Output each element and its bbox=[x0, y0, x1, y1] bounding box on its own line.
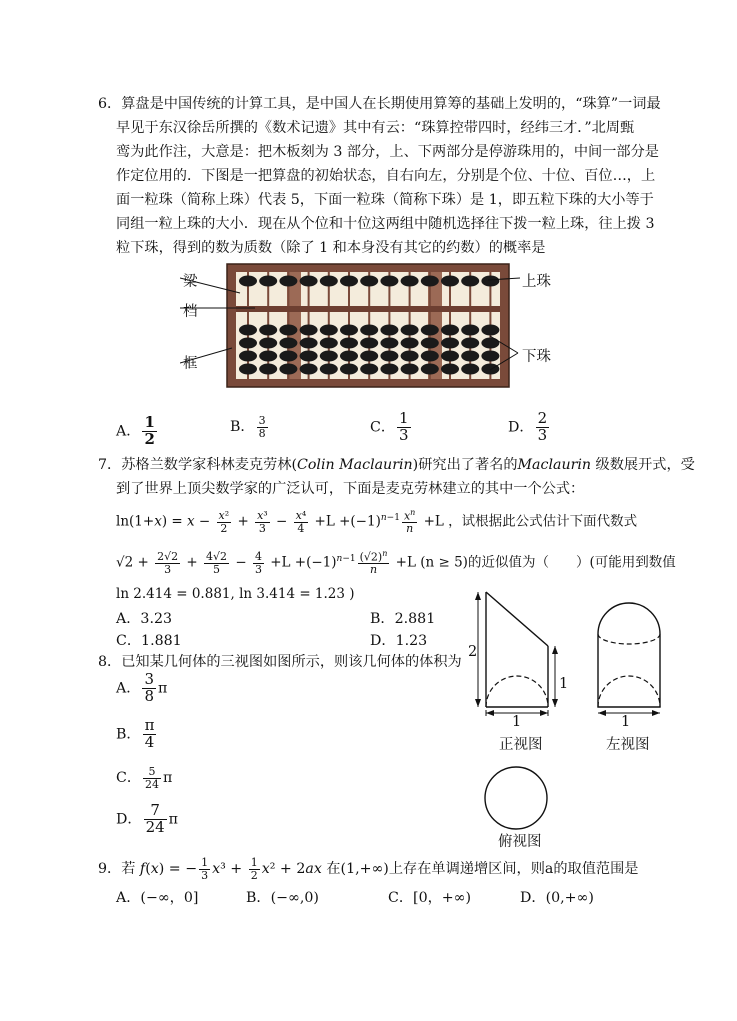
upper-bead bbox=[401, 276, 419, 287]
lower-bead bbox=[461, 325, 479, 336]
lower-bead bbox=[320, 364, 338, 375]
upper-bead bbox=[239, 276, 257, 287]
q7-line-2: 到了世界上顶尖数学家的广泛认可，下面是麦克劳林建立的其中一个公式： bbox=[116, 481, 585, 497]
lower-bead bbox=[441, 338, 459, 349]
upper-bead bbox=[441, 276, 459, 287]
lower-bead bbox=[360, 338, 378, 349]
lower-bead bbox=[380, 351, 398, 362]
lower-bead bbox=[481, 338, 499, 349]
lower-bead bbox=[239, 338, 257, 349]
upper-bead bbox=[421, 276, 439, 287]
lower-bead bbox=[360, 325, 378, 336]
label-kuang: 框 bbox=[183, 356, 198, 372]
lower-bead bbox=[300, 325, 318, 336]
abacus-figure bbox=[180, 258, 570, 394]
upper-bead bbox=[340, 276, 358, 287]
lower-bead bbox=[320, 338, 338, 349]
lower-bead bbox=[380, 364, 398, 375]
lower-bead bbox=[320, 351, 338, 362]
lower-bead bbox=[259, 351, 277, 362]
upper-bead bbox=[360, 276, 378, 287]
q9-choice-b[interactable]: B．(−∞,0) bbox=[246, 890, 319, 906]
lower-bead bbox=[461, 351, 479, 362]
lower-bead bbox=[461, 338, 479, 349]
lower-bead bbox=[239, 364, 257, 375]
q9-stem: 9．若 f(x) = − $\frac{1}{3}$ x³ + $\frac{1}{2}$ x² + 2ax 在(1,+∞)上存在单调递增区间，则a的取值范围是 bbox=[98, 855, 639, 882]
lower-bead bbox=[320, 325, 338, 336]
lower-bead bbox=[360, 351, 378, 362]
lower-bead bbox=[300, 338, 318, 349]
lower-bead bbox=[340, 364, 358, 375]
front-view bbox=[475, 592, 558, 716]
lower-bead bbox=[421, 351, 439, 362]
lower-bead bbox=[441, 351, 459, 362]
lower-bead bbox=[340, 338, 358, 349]
q8-choice-d[interactable]: D． $\frac{7}{24}$ π bbox=[116, 801, 178, 836]
top-view bbox=[485, 767, 547, 829]
dim-width-1-left: 1 bbox=[621, 714, 631, 730]
lower-bead bbox=[401, 325, 419, 336]
q9-choice-d[interactable]: D．(0,+∞) bbox=[520, 890, 594, 906]
lower-bead bbox=[259, 325, 277, 336]
lower-bead bbox=[300, 351, 318, 362]
lower-bead bbox=[441, 325, 459, 336]
lower-bead bbox=[380, 338, 398, 349]
q6-choice-d[interactable]: D． $\frac{2}{3}$ bbox=[508, 409, 548, 444]
lower-bead bbox=[481, 364, 499, 375]
dim-width-1-front: 1 bbox=[512, 714, 522, 730]
upper-bead bbox=[380, 276, 398, 287]
q6-line-4: 作定位用的．下图是一把算盘的初始状态，自右向左，分别是个位、十位、百位…，上 bbox=[116, 168, 656, 184]
lower-bead bbox=[239, 351, 257, 362]
lower-bead bbox=[441, 364, 459, 375]
q6-choice-a[interactable]: A． $\frac{1}{2}$ bbox=[116, 413, 155, 448]
label-liang: 梁 bbox=[183, 274, 198, 290]
three-views-figure bbox=[464, 582, 684, 852]
label-shangzhu: 上珠 bbox=[522, 274, 551, 290]
lower-bead bbox=[340, 325, 358, 336]
label-dang: 档 bbox=[183, 304, 198, 320]
lower-bead bbox=[259, 364, 277, 375]
lower-bead bbox=[239, 325, 257, 336]
q7-given: ln 2.414 = 0.881, ln 3.414 = 1.23 ) bbox=[116, 586, 355, 602]
q9-choice-c[interactable]: C．[0，+∞) bbox=[388, 890, 472, 906]
q6-line-3: 鸾为此作注，大意是：把木板刻为 3 部分，上、下两部分是停游珠用的，中间一部分是 bbox=[116, 144, 659, 160]
lower-bead bbox=[279, 364, 297, 375]
q7-choice-b[interactable]: B．2.881 bbox=[370, 611, 436, 627]
left-view bbox=[598, 603, 660, 716]
lower-bead bbox=[380, 325, 398, 336]
q8-choice-b[interactable]: B． $\frac{\pi}{4}$ bbox=[116, 716, 155, 751]
q7-formula-2: √2 + $\frac{2√2}{3}$ + $\frac{4√2}{5}$ − $\frac{4}{3}$ $+L +(-1)^{n-1}$ $\frac{(√2)^n}{n}$ +L (n ≥ 5)的近似值为（ ）(可能用到数值 bbox=[116, 549, 676, 577]
upper-bead bbox=[320, 276, 338, 287]
q6-line-7: 粒下珠，得到的数为质数（除了 1 和本身没有其它的约数）的概率是 bbox=[116, 240, 546, 256]
label-left-view: 左视图 bbox=[606, 737, 650, 753]
lower-bead bbox=[279, 351, 297, 362]
lower-bead bbox=[421, 364, 439, 375]
lower-bead bbox=[300, 364, 318, 375]
abacus-beam bbox=[236, 306, 500, 312]
q8-choice-c[interactable]: C． $\frac{5}{24}$ π bbox=[116, 765, 173, 791]
label-top-view: 俯视图 bbox=[498, 834, 542, 850]
upper-bead bbox=[481, 276, 499, 287]
upper-bead bbox=[279, 276, 297, 287]
q6-line-5: 面一粒珠（简称上珠）代表 5，下面一粒珠（简称下珠）是 1，即五粒下珠的大小等于 bbox=[116, 192, 654, 208]
q7-line-1: 7．苏格兰数学家科林麦克劳林(Colin Maclaurin)研究出了著名的Maclaurin 级数展开式，受 bbox=[98, 457, 695, 473]
q6-choice-c[interactable]: C． $\frac{1}{3}$ bbox=[370, 409, 409, 444]
q7-choice-d[interactable]: D．1.23 bbox=[370, 633, 428, 649]
lower-bead bbox=[259, 338, 277, 349]
lower-bead bbox=[279, 325, 297, 336]
q7-formula-1: ln(1+x) = x − $\frac{\text{x²}}{2}$ + $\frac{\text{x³}}{3}$ − $\frac{\text{x⁴}}{4}$ $+L +(-1)^{n-1}$ $\frac{x^n}{n}$ +L ，试根据此公式估计下面代数式 bbox=[116, 508, 638, 536]
lower-bead bbox=[340, 351, 358, 362]
lower-bead bbox=[360, 364, 378, 375]
lower-bead bbox=[421, 325, 439, 336]
lower-bead bbox=[421, 338, 439, 349]
q6-line-1: 6．算盘是中国传统的计算工具，是中国人在长期使用算筹的基础上发明的，“珠算”一词最 bbox=[98, 96, 661, 112]
lower-bead bbox=[401, 364, 419, 375]
lower-bead bbox=[401, 338, 419, 349]
lower-bead bbox=[401, 351, 419, 362]
q8-text: 8．已知某几何体的三视图如图所示，则该几何体的体积为 bbox=[98, 654, 462, 670]
dim-height-2: 2 bbox=[468, 644, 478, 660]
q7-choice-a[interactable]: A．3.23 bbox=[116, 611, 173, 627]
q9-choice-a[interactable]: A．(−∞，0] bbox=[116, 890, 199, 906]
q6-line-6: 同组一粒上珠的大小．现在从个位和十位这两组中随机选择往下拨一粒上珠，往上拨 3 bbox=[116, 216, 655, 232]
lower-bead bbox=[481, 351, 499, 362]
lower-bead bbox=[279, 338, 297, 349]
upper-bead bbox=[300, 276, 318, 287]
q8-choice-a[interactable]: A． $\frac{3}{8}$ π bbox=[116, 670, 168, 705]
q6-choice-b[interactable]: B． $\frac{3}{8}$ bbox=[230, 414, 266, 440]
q7-choice-c[interactable]: C．1.881 bbox=[116, 633, 182, 649]
upper-bead bbox=[259, 276, 277, 287]
dim-height-1: 1 bbox=[559, 676, 569, 692]
lower-bead bbox=[481, 325, 499, 336]
q6-line-2: 早见于东汉徐岳所撰的《数术记遗》其中有云：“珠算控带四时，经纬三才．”北周甄 bbox=[116, 120, 635, 136]
lower-bead bbox=[461, 364, 479, 375]
upper-bead bbox=[461, 276, 479, 287]
label-front-view: 正视图 bbox=[499, 737, 543, 753]
label-xiazhu: 下珠 bbox=[522, 349, 551, 365]
